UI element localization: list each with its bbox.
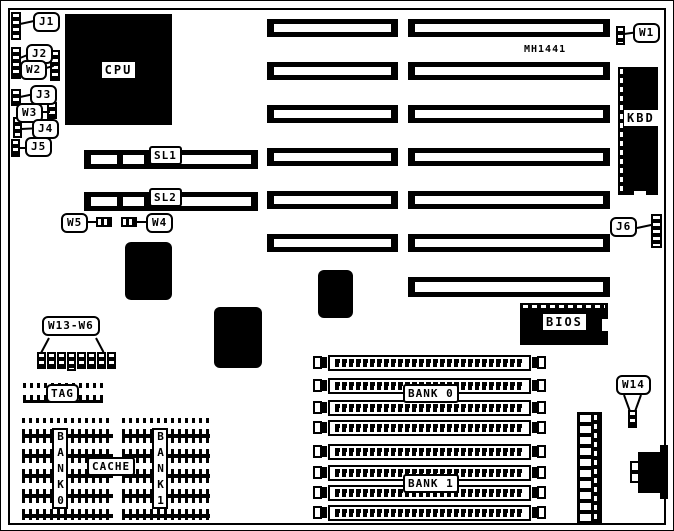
ic-chip [318, 270, 353, 318]
din-connector-notch [630, 472, 640, 483]
jumper-block-icon [37, 352, 46, 369]
callout-j5: J5 [25, 137, 52, 157]
jumper-w14-icon [628, 410, 637, 428]
simm-slot [313, 505, 546, 521]
isa-slot [408, 277, 610, 297]
memory-bank0-label: BANK 0 [403, 384, 459, 403]
jumper-w1-icon [616, 26, 625, 45]
simm-slot [313, 420, 546, 436]
sl1-label: SL1 [149, 146, 182, 165]
isa-slot [408, 191, 610, 209]
cache-bank1-label: BANK1 [154, 430, 167, 510]
jumper-j1-icon [11, 12, 21, 40]
simm-slot [313, 444, 546, 460]
isa-slot [267, 234, 398, 252]
jumper-j6-icon [651, 214, 662, 248]
simm-slot [313, 355, 546, 371]
din-connector-tab [660, 445, 668, 499]
kbd-controller-chip [618, 67, 658, 195]
isa-slot [267, 148, 398, 166]
jumper-block-icon [47, 352, 56, 369]
callout-w5: W5 [61, 213, 88, 233]
isa-slot [408, 62, 610, 80]
ic-chip [125, 242, 172, 300]
memory-bank1-label: BANK 1 [403, 474, 459, 493]
callout-w2: W2 [20, 60, 47, 80]
callout-w4: W4 [146, 213, 173, 233]
isa-slot [408, 148, 610, 166]
cpu-chip [65, 14, 172, 125]
sl2-label: SL2 [149, 188, 182, 207]
isa-slot [267, 105, 398, 123]
isa-slot [267, 19, 398, 37]
cache-label: CACHE [87, 457, 135, 476]
isa-slot [267, 62, 398, 80]
tag-label: TAG [46, 384, 79, 403]
callout-w14: W14 [616, 375, 651, 395]
callout-j4: J4 [32, 119, 59, 139]
cpu-label: CPU [102, 62, 136, 78]
callout-j3: J3 [30, 85, 57, 105]
isa-slot [408, 19, 610, 37]
pointer-line [43, 111, 50, 113]
callout-j1: J1 [33, 12, 60, 32]
callout-w3: W3 [16, 103, 43, 123]
power-connector [577, 412, 602, 525]
jumper-block-icon [57, 352, 66, 369]
din-connector-notch [630, 461, 640, 472]
kbd-label: KBD [624, 110, 658, 126]
jumper-block-icon [107, 352, 116, 369]
jumper-w5-icon [96, 217, 112, 227]
cache-bank0-label: BANK0 [54, 430, 67, 510]
jumper-block-icon [67, 352, 76, 371]
callout-j2: J2 [26, 44, 53, 64]
jumper-block-icon [97, 352, 106, 369]
callout-j6: J6 [610, 217, 637, 237]
jumper-w4-icon [121, 217, 137, 227]
jumper-block-icon [87, 352, 96, 369]
part-number: MH1441 [524, 44, 567, 55]
isa-slot [267, 191, 398, 209]
pointer-line [88, 221, 97, 223]
jumper-block-icon [77, 352, 86, 369]
callout-w13-w6: W13-W6 [42, 316, 100, 336]
bios-label: BIOS [543, 314, 586, 330]
ic-chip [214, 307, 262, 368]
callout-w1: W1 [633, 23, 660, 43]
jumper-w13-w6-row [37, 352, 116, 371]
isa-slot [408, 105, 610, 123]
isa-slot [408, 234, 610, 252]
